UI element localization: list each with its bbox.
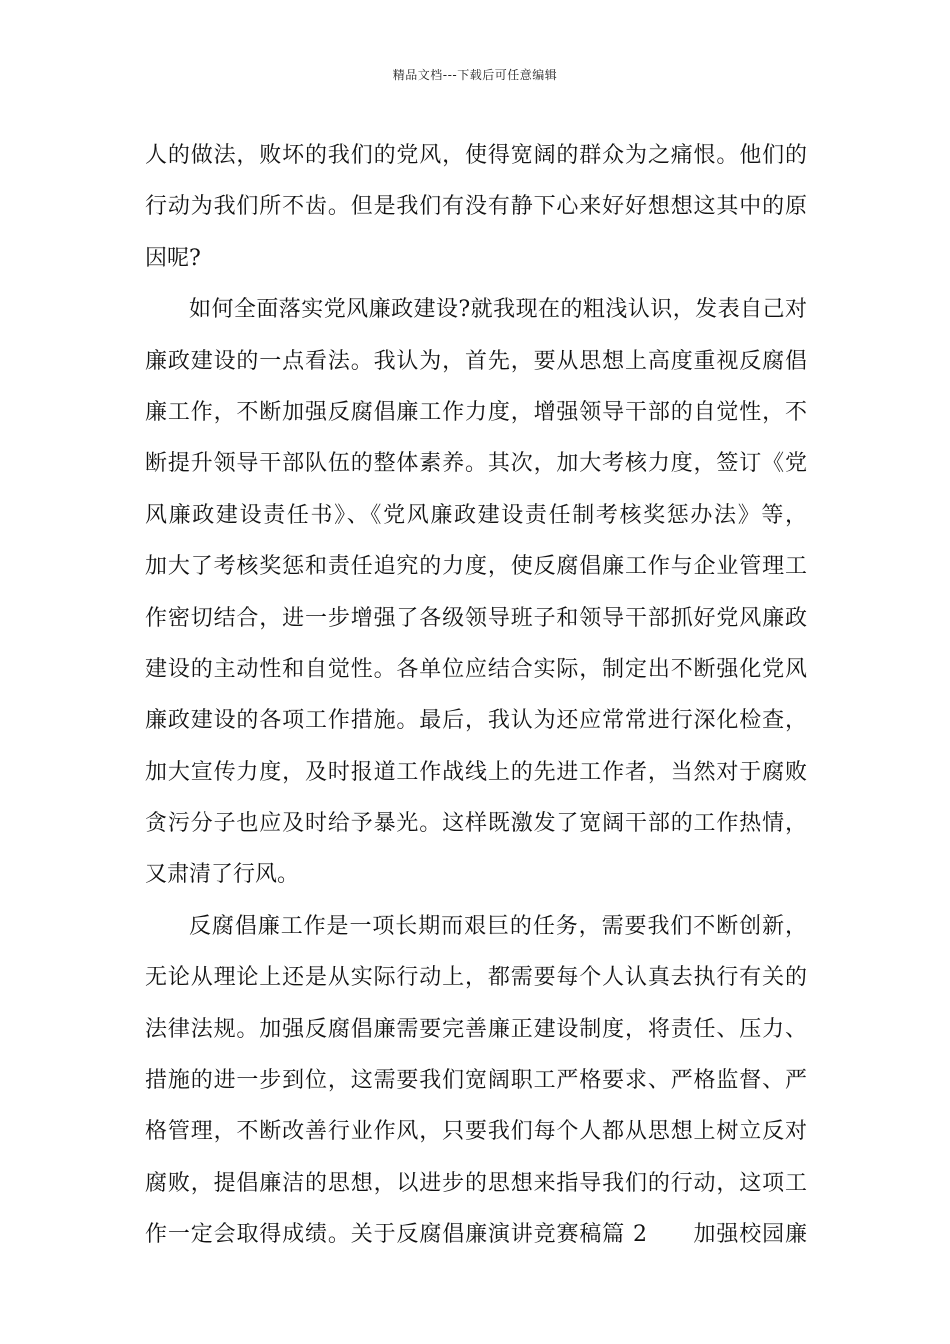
body-line: 廉政建设的各项工作措施。最后，我认为还应常常进行深化检查， — [145, 708, 807, 734]
body-line: 法律法规。加强反腐倡廉需要完善廉正建设制度，将责任、压力、 — [145, 1016, 807, 1042]
body-line: 加大宣传力度，及时报道工作战线上的先进工作者，当然对于腐败 — [145, 759, 807, 785]
body-line: 作密切结合，进一步增强了各级领导班子和领导干部抓好党风廉政 — [145, 605, 807, 631]
body-line: 无论从理论上还是从实际行动上，都需要每个人认真去执行有关的 — [145, 965, 807, 991]
body-line: 腐败，提倡廉洁的思想，以进步的思想来指导我们的行动，这项工 — [145, 1170, 807, 1196]
paragraph-first-line: 如何全面落实党风廉政建设?就我现在的粗浅认识，发表自己对 — [189, 297, 807, 323]
page-header: 精品文档---下载后可任意编辑 — [392, 68, 558, 82]
body-line: 廉政建设的一点看法。我认为，首先，要从思想上高度重视反腐倡 — [145, 348, 807, 374]
body-line: 加大了考核奖惩和责任追究的力度，使反腐倡廉工作与企业管理工 — [145, 554, 807, 580]
body-line: 措施的进一步到位，这需要我们宽阔职工严格要求、严格监督、严 — [145, 1068, 807, 1094]
body-line: 断提升领导干部队伍的整体素养。其次，加大考核力度，签订《党 — [145, 451, 807, 477]
body-line: 人的做法，败坏的我们的党风，使得宽阔的群众为之痛恨。他们的 — [145, 143, 807, 168]
body-line: 廉工作，不断加强反腐倡廉工作力度，增强领导干部的自觉性，不 — [145, 399, 807, 425]
body-line: 格管理，不断改善行业作风，只要我们每个人都从思想上树立反对 — [145, 1119, 807, 1145]
body-line: 建设的主动性和自觉性。各单位应结合实际，制定出不断强化党风 — [145, 656, 807, 682]
paragraph-first-line: 反腐倡廉工作是一项长期而艰巨的任务，需要我们不断创新， — [189, 913, 807, 939]
body-line: 贪污分子也应及时给予暴光。这样既激发了宽阔干部的工作热情， — [145, 811, 807, 837]
document-body — [145, 130, 807, 1261]
body-line: 行动为我们所不齿。但是我们有没有静下心来好好想想这其中的原 — [145, 194, 807, 220]
body-line: 风廉政建设责任书》、《党风廉政建设责任制考核奖惩办法》等， — [145, 502, 807, 528]
body-line: 作一定会取得成绩。关于反腐倡廉演讲竞赛稿篇 2 加强校园廉 — [145, 1222, 807, 1248]
body-line: 因呢? — [145, 245, 201, 271]
body-line: 又肃清了行风。 — [145, 862, 300, 888]
